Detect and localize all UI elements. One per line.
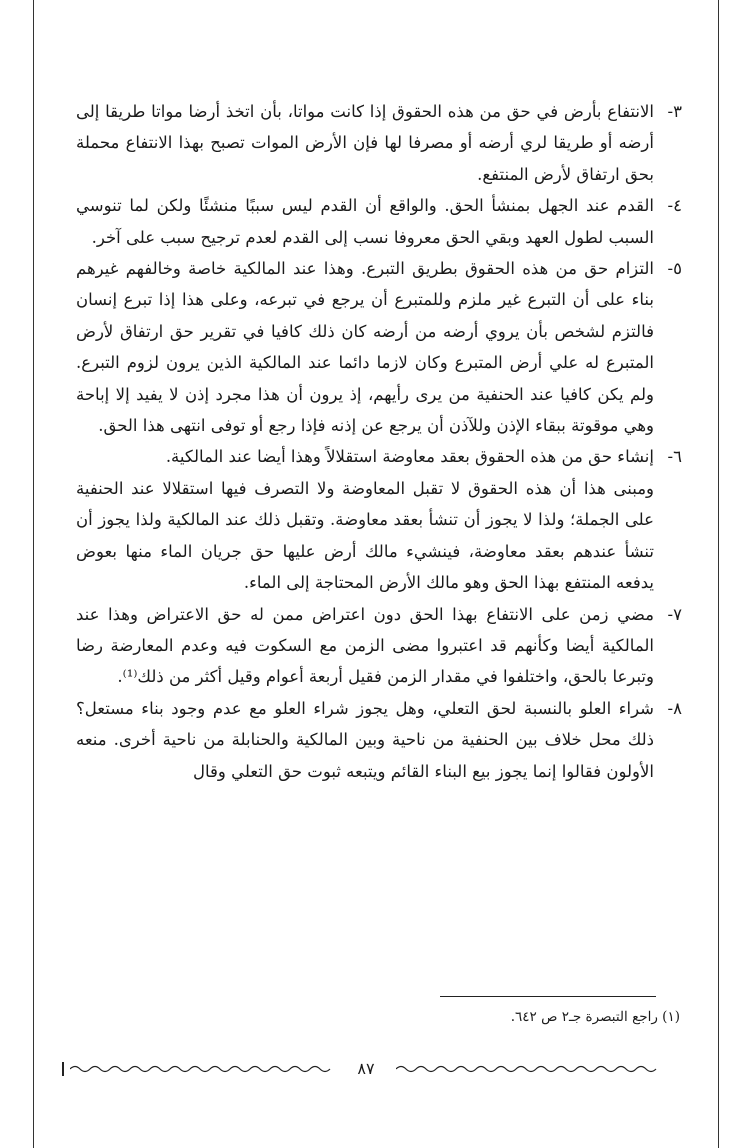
- item-text: إنشاء حق من هذه الحقوق بعقد معاوضة استقلالاً وهذا أيضا عند المالكية.: [165, 447, 654, 467]
- paragraph: [76, 473, 682, 599]
- page-border-right: [718, 0, 719, 1148]
- list-item: [76, 253, 682, 441]
- item-number: ٥-: [667, 259, 682, 279]
- item-text: التزام حق من هذه الحقوق بطريق التبرع. وهذا عند المالكية خاصة وخالفهم غيرهم بناء على أن التبرع غير ملزم وللمتبرع أن يرجع في تبرعه، وعلى هذا إذا تبرع إنسان فالتزم لشخص بأن يروي أرضه من أرضه كان ذلك كافيا في تقرير حق ارتفاق لأرض المتبرع له علي أرض المتبرع وكان لازما دائما عند المالكية الذين يرون لزوم التبرع. ولم يكن كافيا عند الحنفية من يرى رأيهم، إذ يرون أن هذا مجرد إذن لا يفيد إلا إباحة وهي موقوتة ببقاء الإذن وللآذن أن يرجع عن إذنه فإذا رجع أو توفى انتهى هذا الحق.: [76, 259, 654, 436]
- page-footer: [62, 1058, 658, 1082]
- footer-ornament-right: [396, 1060, 658, 1078]
- item-number: ٧-: [667, 604, 682, 624]
- item-text: الانتفاع بأرض في حق من هذه الحقوق إذا كانت مواتا، بأن اتخذ أرضا مواتا طريقا إلى أرضه أو طريقا لري أرضه أو مصرفا لها فإن الأرض الموات تصبح بهذا الانتفاع محملة بحق ارتفاق لأرض المنتفع.: [76, 102, 654, 184]
- page-number: ٨٧: [357, 1059, 375, 1078]
- page-border-left: [33, 0, 34, 1148]
- footer-ornament-left: [70, 1060, 332, 1078]
- item-number: ٤-: [667, 196, 682, 216]
- paragraph-text: ومبنى هذا أن هذه الحقوق لا تقبل المعاوضة ولا التصرف فيها استقلالا عند الحنفية على الجملة؛ ولذا لا يجوز أن تنشأ بعقد معاوضة. وتقبل ذلك عند المالكية ولذا يجوز أن تنشأ عندهم بعقد معاوضة، فينشيء مالك أرض عليها حق جريان الماء منها بعوض يدفعه المنتفع بهذا الحق وهو مالك الأرض المحتاجة إلى الماء.: [76, 478, 654, 593]
- list-item: [76, 96, 682, 190]
- list-item: [76, 693, 682, 787]
- item-text: مضي زمن على الانتفاع بهذا الحق دون اعتراض ممن له حق الاعتراض وهذا عند المالكية أيضا وكأنهم قد اعتبروا مضى الزمن مع السكوت فيه وعدم المعارضة رضا وتبرعا بالحق، واختلفوا في مقدار الزمن فقيل أربعة أعوام وقيل أكثر من ذلك⁽¹⁾.: [76, 604, 654, 687]
- list-item: [76, 190, 682, 253]
- item-text: شراء العلو بالنسبة لحق التعلي، وهل يجوز شراء العلو مع عدم وجود بناء مستعل؟ ذلك محل خلاف بين الحنفية من ناحية وبين المالكية والحنابلة من ناحية أخرى. منعه الأولون فقالوا إنما يجوز بيع البناء القائم ويتبعه ثبوت حق التعلي وقال: [76, 698, 654, 781]
- list-item: [76, 441, 682, 472]
- item-text: القدم عند الجهل بمنشأ الحق. والواقع أن القدم ليس سببًا منشئًا ولكن لما تنوسي السبب لطول العهد وبقي الحق معروفا نسب إلى القدم لعدم ترجيح سبب على آخر.: [76, 196, 654, 247]
- footer-end-mark: [62, 1062, 64, 1076]
- item-number: ٨-: [667, 698, 682, 718]
- body-text: [76, 96, 682, 787]
- footnote-separator: [440, 996, 656, 997]
- item-number: ٦-: [667, 447, 682, 467]
- footnote: (١) راجع التبصرة جـ٢ ص ٦٤٢.: [510, 1009, 680, 1025]
- list-item: [76, 599, 682, 693]
- item-number: ٣-: [667, 102, 682, 121]
